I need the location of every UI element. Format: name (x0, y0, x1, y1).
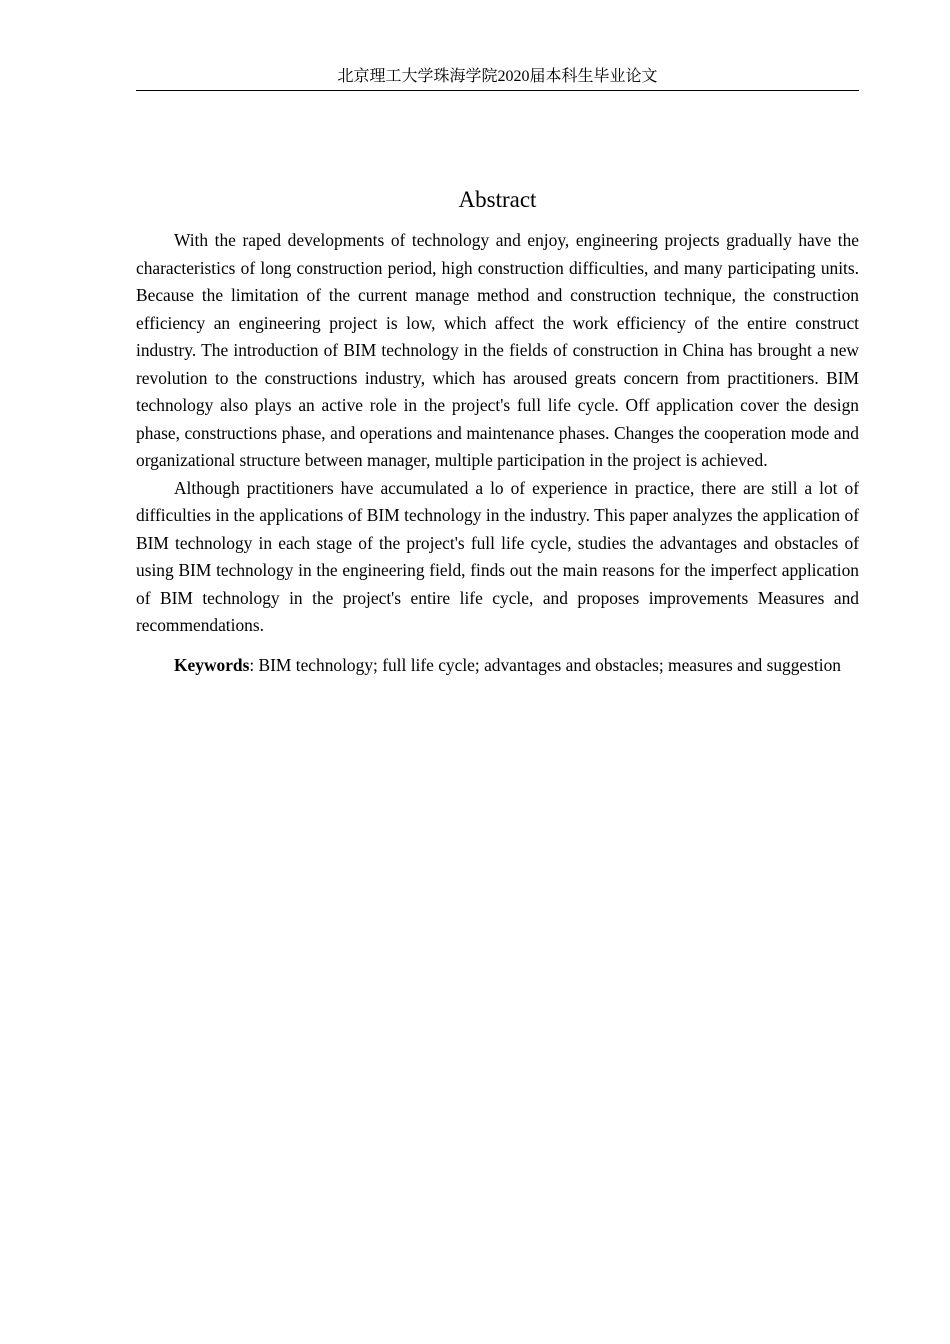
abstract-body (136, 227, 859, 679)
keywords-label: Keywords (174, 654, 250, 675)
abstract-title: Abstract (458, 187, 537, 213)
running-header: 北京理工大学珠海学院2020届本科生毕业论文 (136, 66, 859, 91)
keywords-text: : BIM technology; full life cycle; advantages and obstacles; measures and suggestion (249, 654, 841, 675)
keywords-line (136, 652, 859, 680)
abstract-paragraph-1: With the raped developments of technology and enjoy, engineering projects gradually have the characteristics of long construction period, high construction difficulties, and many participating units. Because the limitation of the current manage method and construction technique, the construction efficiency an engineering project is low, which affect the work efficiency of the entire construct industry. The introduction of BIM technology in the fields of construction in China has brought a new revolution to the constructions industry, which has aroused greats concern from practitioners. BIM technology also plays an active role in the project's full life cycle. Off application cover the design phase, constructions phase, and operations and maintenance phases. Changes the cooperation mode and organizational structure between manager, multiple participation in the project is achieved. (136, 230, 859, 470)
abstract-paragraph-2: Although practitioners have accumulated a lo of experience in practice, there are still a lot of difficulties in the applications of BIM technology in the industry. This paper analyzes the application of BIM technology in each stage of the project's full life cycle, studies the advantages and obstacles of using BIM technology in the engineering field, finds out the main reasons for the imperfect application of BIM technology in the project's entire life cycle, and proposes improvements Measures and recommendations. (136, 477, 859, 635)
